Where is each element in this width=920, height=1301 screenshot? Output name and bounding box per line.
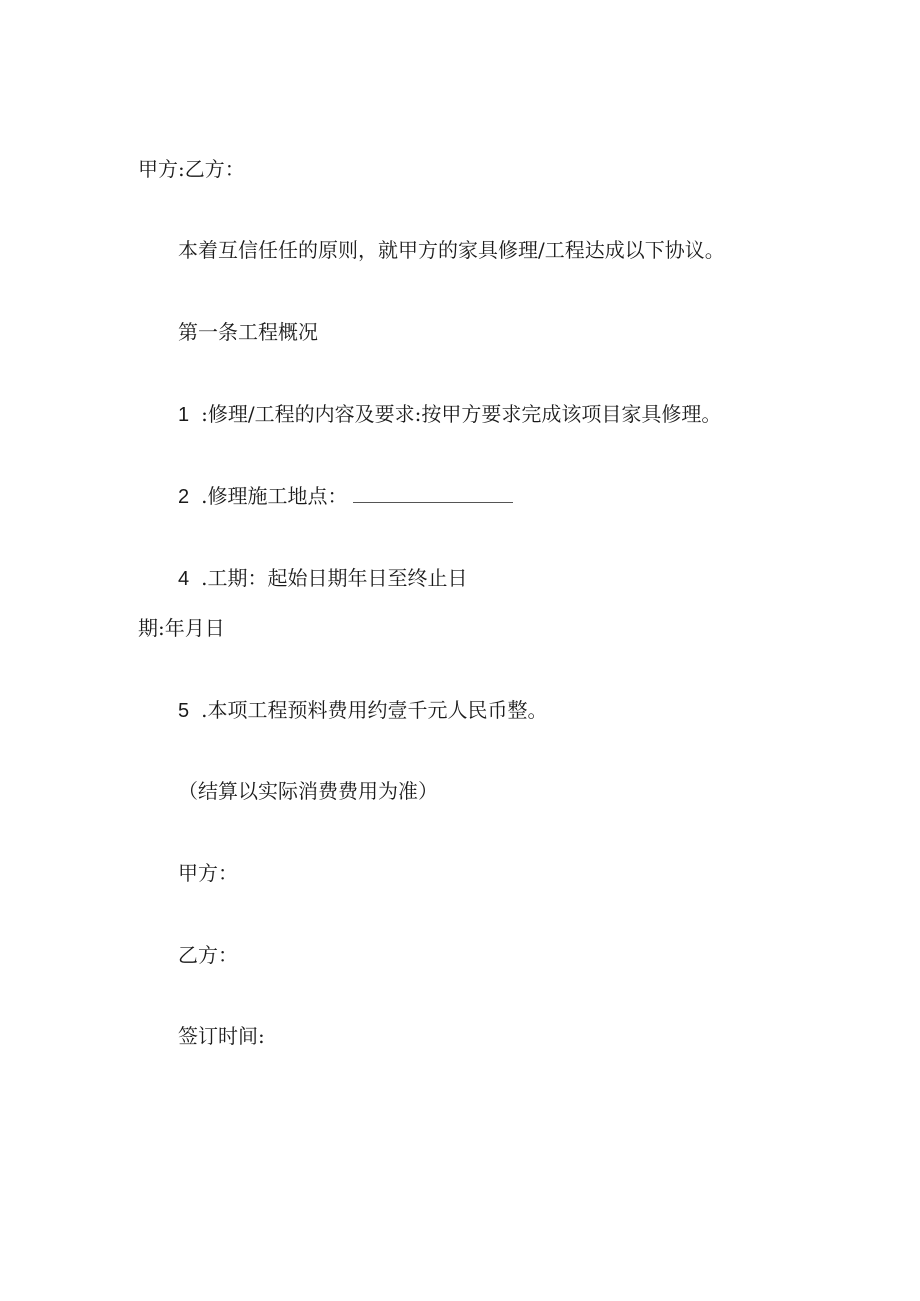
signature-party-a: 甲方： — [178, 861, 238, 885]
period-continued: 期:年月日 — [138, 616, 225, 640]
signature-date: 签订时间: — [178, 1024, 265, 1048]
location-blank-field — [353, 484, 513, 503]
signature-party-b: 乙方： — [178, 943, 238, 967]
item-4 — [178, 566, 467, 591]
article-title: 第一条工程概况 — [178, 320, 318, 344]
item-text: .修理施工地点： — [201, 484, 348, 508]
settlement-note: （结算以实际消费费用为准） — [178, 779, 438, 803]
item-text: .工期：起始日期年日至终止日 — [201, 566, 468, 590]
parties-line: 甲方:乙方： — [138, 157, 245, 181]
item-text: :修理/工程的内容及要求:按甲方要求完成该项目家具修理。 — [201, 402, 722, 426]
item-2 — [178, 484, 513, 509]
item-5 — [178, 698, 547, 723]
item-text: .本项工程预料费用约壹千元人民币整。 — [201, 698, 548, 722]
item-1 — [178, 402, 721, 427]
intro-paragraph: 本着互信任任的原则，就甲方的家具修理/工程达成以下协议。 — [178, 238, 725, 262]
item-number: 1 — [178, 404, 190, 426]
item-number: 4 — [178, 568, 190, 590]
item-number: 2 — [178, 486, 190, 508]
item-number: 5 — [178, 700, 190, 722]
